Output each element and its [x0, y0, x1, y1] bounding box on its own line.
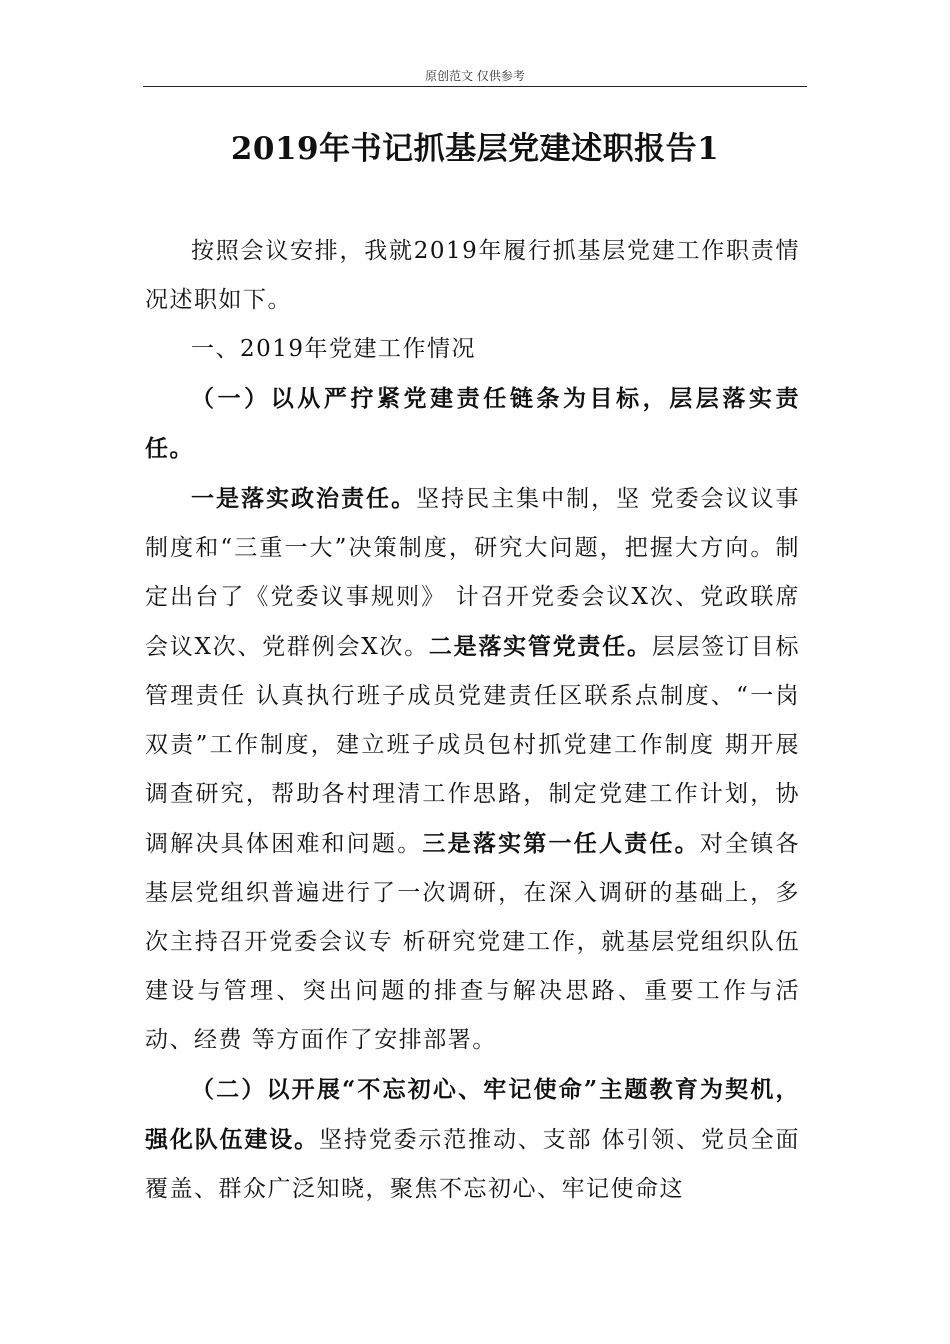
point-party-management-responsibility: 二是落实管党责任。	[428, 633, 652, 660]
header-text: 原创范文 仅供参考	[425, 69, 525, 83]
theme-education-text: 坚持党委示范推动、支部 体引领、党员全面覆盖、群众广泛知晓，聚焦不忘初心、牢记使命这	[145, 1127, 801, 1202]
point-party-management-text: 层层签订目标管理责任 认真执行班子成员党建责任区联系点制度、“一岗双责”工作制度，建立班子成员包村抓党建工作制度 期开展调查研究，帮助各村理清工作思路，制定党建工作计划，协调解决具体困难和问题。	[145, 634, 801, 857]
document-title: 2019年书记抓基层党建述职报告1	[230, 131, 720, 167]
page-header	[143, 66, 807, 87]
section-heading: 一、2019年党建工作情况	[191, 336, 477, 362]
point-political-text: 坚持民主集中制，坚 党委会议议事制度和“三重一大”决策制度，研究大问题，把握大方向。制定出台了《党委议事规则》 计召开党委会议X次、党政联席会议X次、党群例会X次。	[145, 486, 801, 660]
subsection-heading-1	[145, 374, 800, 474]
intro-paragraph: 按照会议安排，我就2019年履行抓基层党建工作职责情况述职如下。	[145, 238, 800, 313]
document-body	[145, 227, 800, 1214]
point-first-responsibility: 三是落实第一任人责任。	[422, 830, 700, 857]
subsection-heading-2: （二）以开展“不忘初心、牢记使命”主题教育为契机，强化队伍建设。	[145, 1076, 800, 1153]
subsection-heading-1-text: （一）以从严拧紧党建责任链条为目标，层层落实责任。	[145, 385, 800, 462]
point-political-responsibility: 一是落实政治责任。	[191, 485, 417, 512]
paragraph-responsibilities	[145, 474, 800, 1065]
point-first-responsibility-text: 对全镇各基层党组织普遍进行了一次调研，在深入调研的基础上，多次主持召开党委会议专 析研究党建工作，就基层党组织队伍建设与管理、突出问题的排查与解决思路、重要工作与活动、经费 等方面作了安排部署。	[145, 831, 801, 1053]
paragraph-theme-education	[145, 1065, 800, 1214]
